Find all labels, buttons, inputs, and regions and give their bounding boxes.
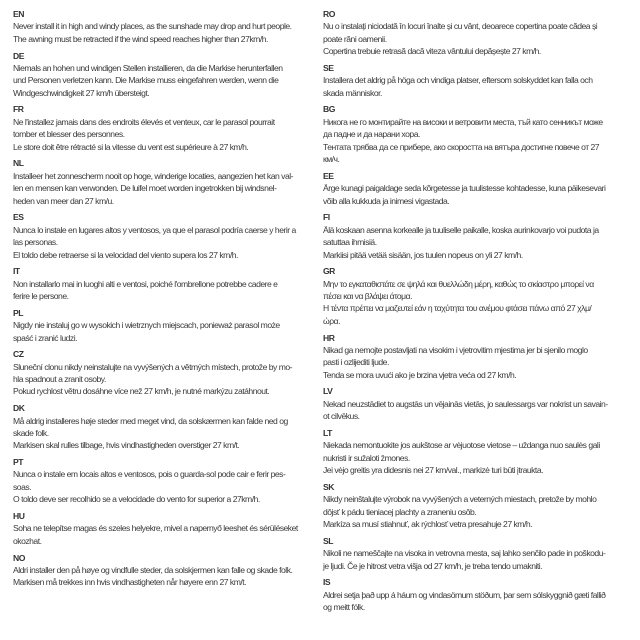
warning-text-line: tomber et blesser des personnes. [13, 129, 125, 140]
warning-text-line: je ljudi. Če je hitrost vetra višja od 27 km/h, je treba tendo umakniti. [323, 560, 543, 571]
language-section [13, 103, 319, 153]
language-section [13, 510, 319, 547]
language-section [13, 348, 319, 398]
warning-text-line: Никога не го монтирайте на високи и ветровити места, тъй като сенникът може [323, 116, 603, 127]
warning-text-line: Non installarlo mai in luoghi alti e ventosi, poiché l'ombrellone potrebbe cadere e [13, 278, 278, 289]
warning-text-line: heden van meer dan 27 km/u. [13, 195, 114, 206]
warning-text-line: O toldo deve ser recolhido se a velocidade do vento for superior a 27km/h. [13, 494, 260, 505]
warning-text-line: Nikad ga nemojte postavljati na visokim i vjetrovitim mjestima jer bi sjenilo moglo [323, 344, 588, 355]
language-code-label: SL [323, 535, 333, 546]
warning-text-line: okozhat. [13, 535, 42, 546]
warning-text-line: pasti i ozlijediti ljude. [323, 357, 389, 368]
warning-text-line: soas. [13, 481, 32, 492]
language-section [323, 211, 635, 261]
warning-text-line: ώρα. [323, 315, 340, 326]
language-section [323, 103, 635, 165]
warning-text-line: Markisen må trekkes inn hvis vindhastigheten når høyere enn 27 km/t. [13, 577, 247, 588]
language-code-label: EE [323, 170, 334, 181]
language-section [13, 265, 319, 302]
language-code-label: SK [323, 481, 334, 492]
warning-text-line: Nunca o instale em locais altos e ventosos, pois o guarda-sol pode cair e ferir pes- [13, 469, 286, 480]
warning-text-line: Windgeschwindigkeit 27 km/h übersteigt. [13, 87, 150, 98]
warning-text-line: dôjsť k pádu tieniacej plachty a zraneniu osôb. [323, 506, 477, 517]
language-section [323, 427, 635, 477]
warning-text-line: Markíza sa musí stiahnuť, ak rýchlosť vetra presahuje 27 km/h. [323, 519, 533, 530]
language-code-label: SE [323, 62, 334, 73]
warning-text-line: Installeer het zonnescherm nooit op hoge, winderige locaties, aangezien het kan val- [13, 170, 293, 181]
language-code-label: FI [323, 212, 330, 223]
warning-text-line: Never install it in high and windy places, as the sunshade may drop and hurt people. [13, 21, 292, 32]
warning-text-line: Aldrei setja það upp á háum og vindasömum stöðum, þar sem sólskyggnið gæti fallið [323, 589, 606, 600]
warning-text-line: ot cilvēkus. [323, 411, 360, 422]
warnings-column-right [323, 8, 635, 614]
language-code-label: IS [323, 577, 331, 588]
language-code-label: HU [13, 511, 25, 521]
language-code-label: LT [323, 427, 332, 438]
warning-text-line: Nigdy nie instaluj go w wysokich i wietrznych miejscach, ponieważ parasol może [13, 320, 280, 331]
warning-text-line: Nu o instalați niciodată în locuri înalte și cu vânt, deoarece copertina poate cădea și [323, 21, 598, 32]
warning-text-line: nukristi ir sužaloti žmones. [323, 452, 410, 463]
warning-text-line: Copertina trebuie retrasă dacă viteza vântului depășește 27 km/h. [323, 46, 541, 57]
warning-text-line: Tenda se mora uvući ako je brzina vjetra veća od 27 km/h. [323, 369, 517, 380]
warning-text-line: skade folk. [13, 427, 49, 438]
language-code-label: RO [323, 9, 335, 19]
language-section [323, 576, 635, 613]
warning-text-line: skada människor. [323, 87, 382, 98]
language-section [323, 62, 635, 99]
language-code-label: DK [13, 403, 25, 414]
warnings-column-left [13, 8, 319, 589]
warning-text-line: Η τέντα πρέπει να μαζευτεί εάν η ταχύτητα του ανέμου φτάσει πάνω από 27 χλμ/ [323, 303, 592, 314]
language-code-label: IT [13, 266, 20, 277]
language-section [323, 332, 635, 382]
warning-text-line: Markiisi pitää vetää sisään, jos tuulen nopeus on yli 27 km/h. [323, 249, 523, 260]
warning-text-line: und Personen verletzen kann. Die Markise muss eingefahren werden, wenn die [13, 75, 279, 86]
warning-text-line: Ärge kunagi paigaldage seda kõrgetesse ja tuulistesse kohtadesse, kuna päikesevari [323, 183, 606, 194]
language-section [13, 50, 319, 100]
warning-text-line: og meitt fólk. [323, 602, 365, 613]
language-code-label: GR [323, 266, 335, 277]
warning-text-line: Jei vėjo greitis yra didesnis nei 27 km/val., markizė turi būti įtraukta. [323, 465, 543, 476]
language-code-label: PL [13, 307, 23, 318]
warning-text-line: Markisen skal rulles tilbage, hvis vindhastigheden overstiger 27 km/t. [13, 440, 240, 451]
language-code-label: FR [13, 104, 24, 115]
warning-text-line: Niekada nemontuokite jos aukštose ar vėjuotose vietose – uždanga nuo saulės gali [323, 440, 600, 451]
warning-text-line: hla spadnout a zranit osoby. [13, 374, 106, 385]
language-section [323, 535, 635, 572]
language-code-label: DE [13, 50, 24, 61]
warning-text-line: Aldri installer den på høye og vindfulle steder, da solskjermen kan falle og skade folk. [13, 564, 293, 575]
warning-text-line: len en mensen kan verwonden. De luifel moet worden ingetrokken bij windsnel- [13, 183, 277, 194]
language-section [13, 552, 319, 589]
warning-text-line: spaść i zranić ludzi. [13, 332, 78, 343]
warning-text-line: Niemals an hohen und windigen Stellen installieren, da die Markise herunterfallen [13, 62, 283, 73]
language-code-label: EN [13, 9, 24, 19]
warning-text-line: võib alla kukkuda ja inimesi vigastada. [323, 195, 450, 206]
language-code-label: BG [323, 104, 335, 115]
warning-text-line: Sluneční clonu nikdy neinstalujte na vyvýšených a větrných místech, protože by mo- [13, 361, 293, 372]
language-code-label: ES [13, 212, 24, 223]
warning-text-line: Må aldrig installeres høje steder med meget vind, da solskærmen kan falde ned og [13, 415, 288, 426]
language-code-label: PT [13, 457, 23, 468]
warning-text-line: El toldo debe retraerse si la velocidad del viento supera los 27 km/h. [13, 249, 238, 260]
language-section [323, 265, 635, 327]
warning-text-line: Soha ne telepítse magas és szeles helyekre, mivel a napernyő leeshet és sérüléseket [13, 523, 298, 534]
warning-text-line: Nikoli ne nameščajte na visoka in vetrovna mesta, saj lahko senčilo pade in poškodu- [323, 548, 606, 559]
warning-text-line: Pokud rychlost větru dosáhne více než 27 km/h, je nutné markýzu zatáhnout. [13, 386, 270, 397]
language-section [13, 307, 319, 344]
warning-text-line: Μην το εγκαταθιστάτε σε ψηλά και θυελλώδη μέρη, καθώς το σκίαστρο μπορεί να [323, 278, 594, 289]
warning-text-line: км/ч. [323, 154, 340, 165]
language-code-label: LV [323, 386, 333, 397]
language-code-label: HR [323, 332, 335, 343]
language-code-label: NL [13, 158, 24, 169]
language-section [13, 211, 319, 261]
language-code-label: CZ [13, 349, 24, 360]
language-section [13, 402, 319, 452]
warning-text-line: Nunca lo instale en lugares altos y ventosos, ya que el parasol podría caerse y herir a [13, 224, 296, 235]
warning-text-line: las personas. [13, 237, 58, 248]
warning-text-line: да падне и да нарани хора. [323, 129, 420, 140]
language-section [13, 8, 319, 45]
warning-text-line: Installera det aldrig på höga och vindiga platser, eftersom solskyddet kan falla och [323, 75, 593, 86]
language-section [323, 481, 635, 531]
language-section [13, 157, 319, 207]
warning-text-line: The awning must be retracted if the wind speed reaches higher than 27km/h. [13, 33, 268, 44]
language-code-label: NO [13, 552, 25, 563]
warning-text-line: Älä koskaan asenna korkealle ja tuuliselle paikalle, koska aurinkovarjo voi pudota ja [323, 224, 599, 235]
warning-text-line: satuttaa ihmisiä. [323, 237, 377, 248]
warning-text-line: Тентата трябва да се прибере, ако скоростта на вятъра достигне повече от 27 [323, 141, 600, 152]
language-section [323, 170, 635, 207]
warning-text-line: Ne l'installez jamais dans des endroits élevés et venteux, car le parasol pourrait [13, 116, 275, 127]
language-section [13, 456, 319, 506]
warning-text-line: ferire le persone. [13, 291, 69, 302]
warning-text-line: poate răni oamenii. [323, 33, 387, 44]
language-section [323, 8, 635, 58]
warning-text-line: Nikdy neinštalujte výrobok na vyvýšených a veterných miestach, pretože by mohlo [323, 494, 597, 505]
warning-text-line: Nekad neuzstādiet to augstās un vējainās vietās, jo saulessargs var nokrist un savain- [323, 398, 608, 409]
warning-text-line: Le store doit être rétracté si la vitesse du vent est supérieure à 27 km/h. [13, 141, 249, 152]
warning-text-line: πέσει και να βλάψει άτομα. [323, 291, 412, 302]
language-section [323, 385, 635, 422]
